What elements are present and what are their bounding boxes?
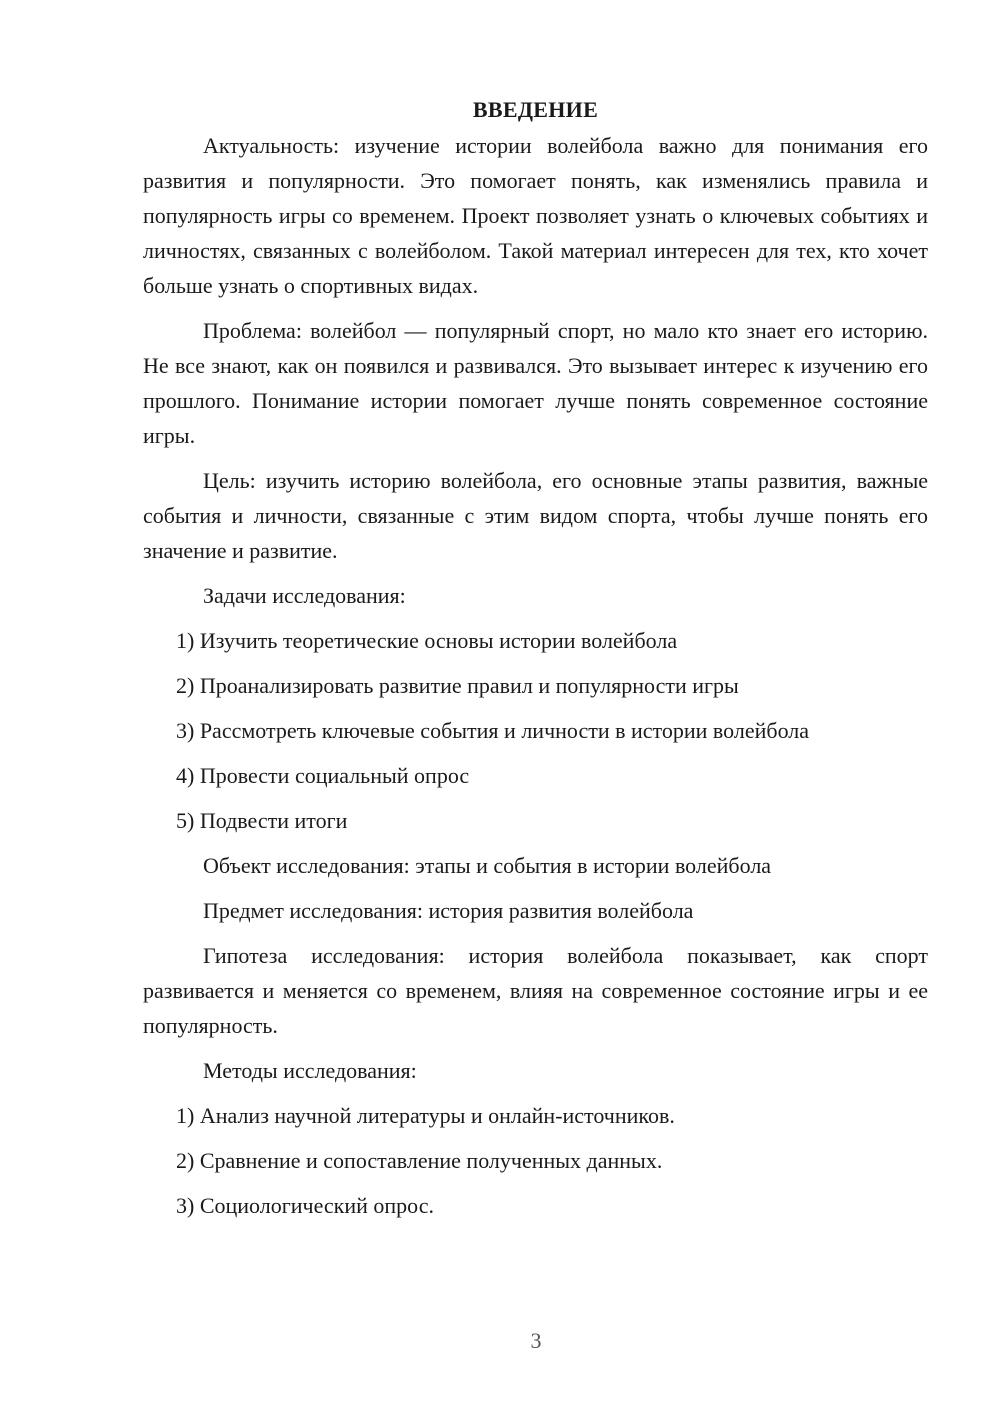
hypothesis-paragraph: Гипотеза исследования: история волейбола показывает, как спорт развивается и меняется со временем, влияя на современное состояние игры и ее популярность. xyxy=(143,943,928,1038)
object-paragraph: Объект исследования: этапы и события в истории волейбола xyxy=(203,853,772,878)
method-item: 1) Анализ научной литературы и онлайн-источников. xyxy=(176,1103,675,1128)
page-number: 3 xyxy=(530,1328,542,1353)
task-item: 1) Изучить теоретические основы истории волейбола xyxy=(176,628,678,653)
tasks-heading: Задачи исследования: xyxy=(203,583,406,608)
page-content xyxy=(143,92,928,1223)
methods-heading: Методы исследования: xyxy=(203,1058,417,1083)
page-title: ВВЕДЕНИЕ xyxy=(472,97,599,122)
relevance-paragraph: Актуальность: изучение истории волейбола важно для понимания его развития и популярности. Это помогает понять, как изменялись правила и популярность игры со временем. Проект позволяет узнать о ключевых событиях и личностях, связанных с волейболом. Такой материал интересен для тех, кто хочет больше узнать о спортивных видах. xyxy=(143,133,928,298)
method-item: 2) Сравнение и сопоставление полученных данных. xyxy=(176,1148,663,1173)
task-item: 2) Проанализировать развитие правил и популярности игры xyxy=(176,673,739,698)
task-item: 4) Провести социальный опрос xyxy=(176,763,470,788)
problem-paragraph: Проблема: волейбол — популярный спорт, но мало кто знает его историю. Не все знают, как он появился и развивался. Это вызывает интерес к изучению его прошлого. Понимание истории помогает лучше понять современное состояние игры. xyxy=(143,318,928,448)
task-item: 5) Подвести итоги xyxy=(176,808,348,833)
goal-paragraph: Цель: изучить историю волейбола, его основные этапы развития, важные события и личности, связанные с этим видом спорта, чтобы лучше понять его значение и развитие. xyxy=(143,468,928,563)
subject-paragraph: Предмет исследования: история развития волейбола xyxy=(203,898,694,923)
task-item: 3) Рассмотреть ключевые события и личности в истории волейбола xyxy=(176,718,810,743)
method-item: 3) Социологический опрос. xyxy=(176,1193,434,1218)
